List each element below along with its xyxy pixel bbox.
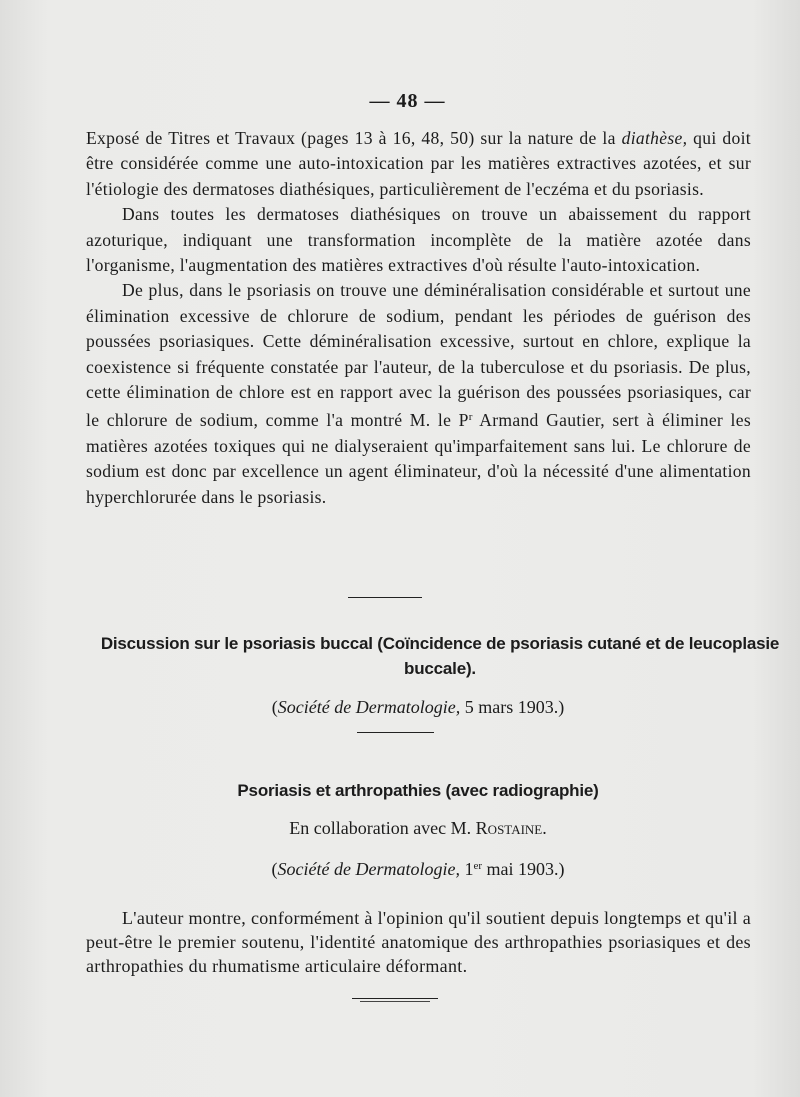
journal-name: Société de Dermatologie, — [277, 859, 460, 879]
end-divider — [352, 998, 438, 999]
source-citation — [0, 854, 800, 881]
source-citation — [0, 695, 800, 719]
section-title-psoriasis-buccal: Discussion sur le psoriasis buccal (Coïncidence de psoriasis cutané et de leucoplasie buccale). — [100, 634, 780, 678]
collaborator-name: Rostaine. — [475, 818, 547, 838]
superscript: r — [468, 411, 473, 424]
page-number: — 48 — — [369, 90, 446, 112]
italic-term: diathèse, — [621, 128, 688, 148]
paragraph: Dans toutes les dermatoses diathésiques on trouve un abaissement du rapport azoturique, indiquant une transformation incomplète de la matière azotée dans l'organisme, l'augmentation des matières extractives d'où résulte l'auto-intoxication. — [86, 204, 751, 276]
journal-name: Société de Dermatologie, — [277, 697, 461, 717]
text-span: qui doit être considérée comme une auto-intoxication par les matières extractives azotées, et sur l'étiologie des dermatoses diathésiques, particulièrement de l'eczéma et du psoriasis. — [86, 128, 751, 199]
text-span: Armand Gautier, sert à éliminer les matières azotées toxiques qui ne dialyseraient qu'imparfaitement sans lui. Le chlorure de sodium est donc par excellence un agent éliminateur, d'où la nécessité d'une alimentation hyperchlorurée dans le psoriasis. — [86, 410, 752, 507]
text-span: 5 mars 1903.) — [460, 697, 565, 717]
paragraph: L'auteur montre, conformément à l'opinion qu'il soutient depuis longtemps et qu'il a peut-être le premier soutenu, l'identité anatomique des arthropathies psoriasiques et des arthropathies du rhumatisme articulaire déformant. — [86, 908, 751, 976]
section-arthropathies-text — [86, 906, 751, 978]
paragraph — [86, 278, 751, 510]
section-diathese-text — [86, 126, 751, 510]
text-span: ( — [271, 859, 278, 879]
text-span: En collaboration avec M. — [289, 818, 476, 838]
text-span: ( — [271, 697, 278, 717]
text-span: mai 1903.) — [482, 859, 565, 879]
collaboration-line — [0, 816, 800, 840]
text-span: De plus, dans le psoriasis on trouve une déminéralisation considérable et surtout une élimination excessive de chlorure de sodium, pendant les périodes de guérison des poussées psoriasiques. Cette déminéralisation excessive, surtout en chlore, explique la coexistence si fréquente constatée par l'auteur, de la tuberculose et du psoriasis. De plus, cette élimination de chlore est en rapport avec la guérison des poussées psoriasiques, car le chlorure de sodium, comme l'a montré M. le P — [86, 280, 751, 431]
superscript: er — [473, 860, 482, 872]
section-divider — [357, 732, 434, 733]
section-title-arthropathies: Psoriasis et arthropathies (avec radiographie) — [237, 781, 599, 800]
text-span: Exposé de Titres et Travaux (pages 13 à 16, 48, 50) sur la nature de la — [86, 128, 622, 148]
text-span: 1 — [459, 859, 474, 879]
section-divider — [348, 597, 422, 598]
paragraph — [86, 126, 751, 202]
